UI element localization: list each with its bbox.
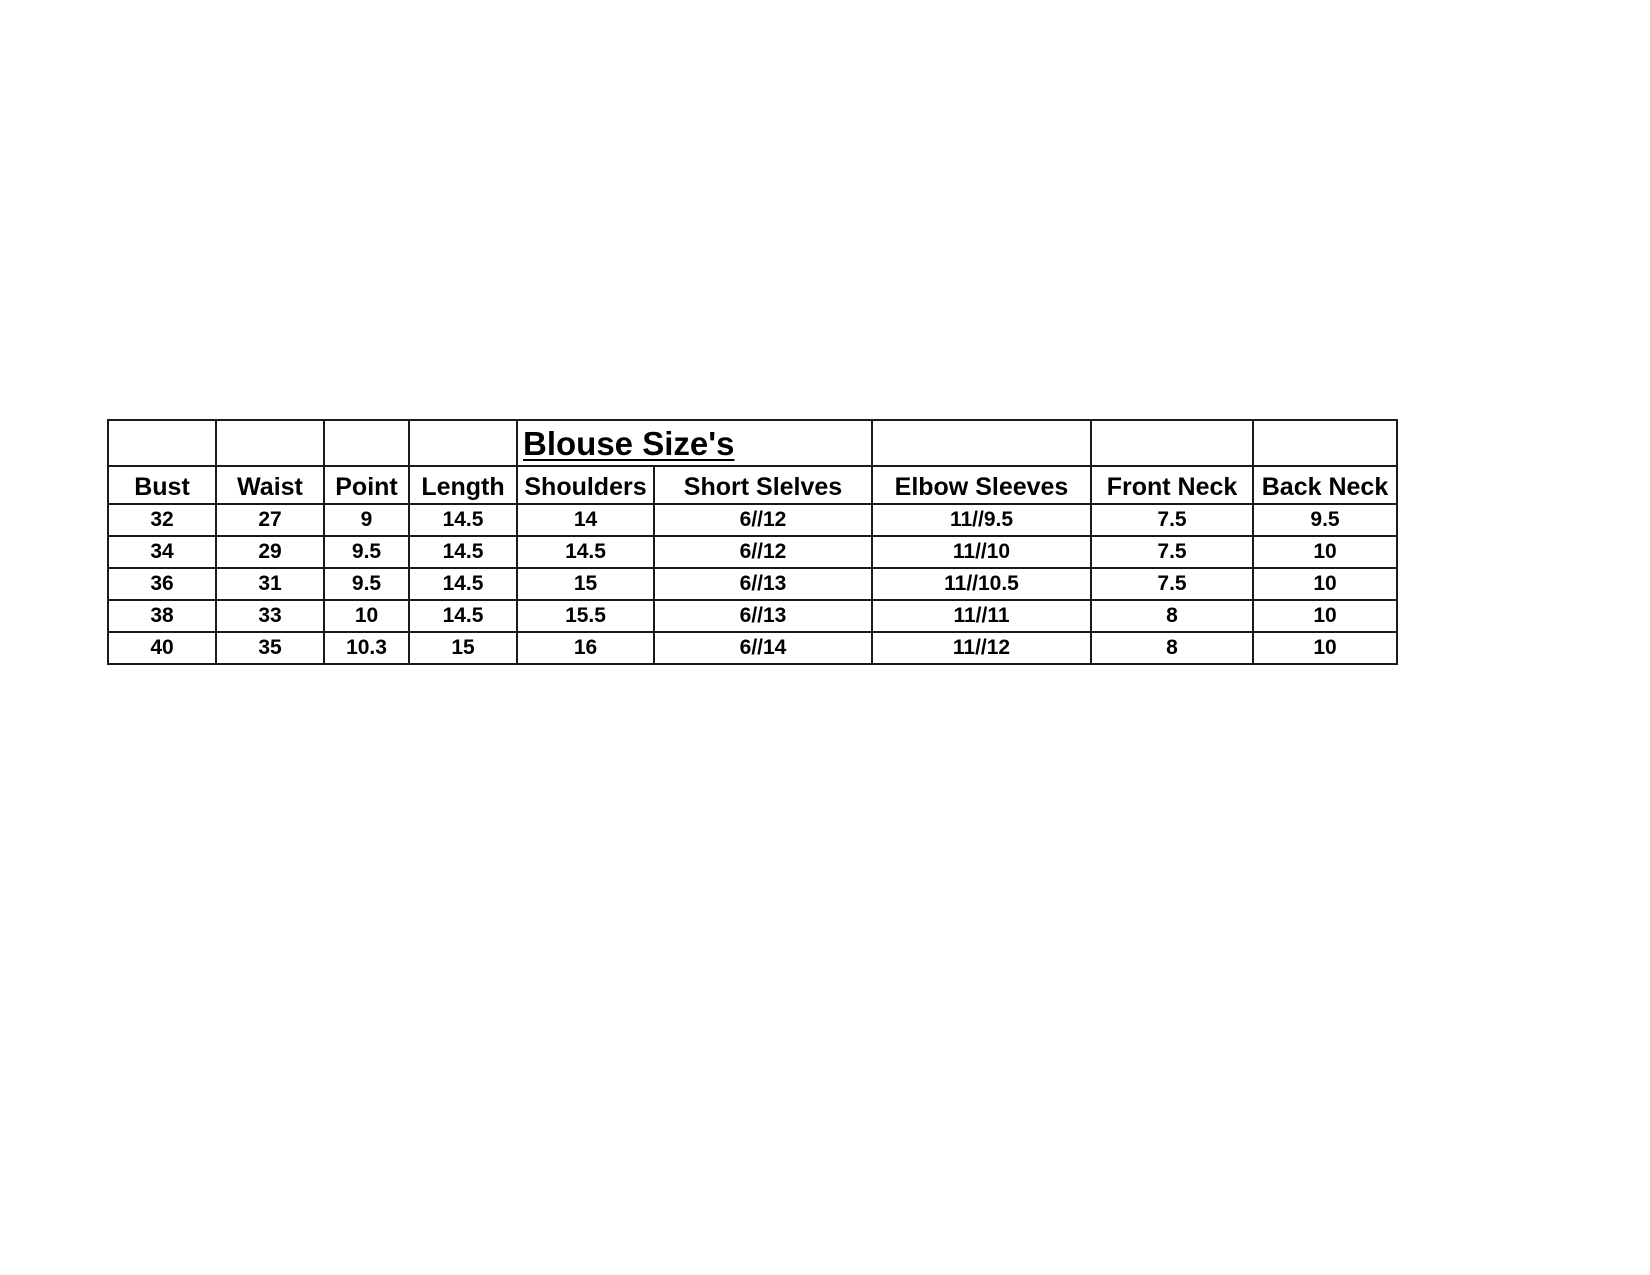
table-cell: 10 [1253, 632, 1397, 664]
table-cell: 32 [108, 504, 216, 536]
empty-cell [324, 420, 409, 466]
table-cell: 6//13 [654, 568, 872, 600]
empty-cell [108, 420, 216, 466]
table-cell: 14.5 [409, 504, 517, 536]
title-row [108, 420, 1397, 466]
table-cell: 9.5 [1253, 504, 1397, 536]
table-row [108, 632, 1397, 664]
table-cell: 7.5 [1091, 568, 1253, 600]
table-cell: 11//10 [872, 536, 1091, 568]
table-cell: 10.3 [324, 632, 409, 664]
table-cell: 34 [108, 536, 216, 568]
table-cell: 10 [324, 600, 409, 632]
table-cell: 6//12 [654, 504, 872, 536]
table-row [108, 536, 1397, 568]
table-cell: 7.5 [1091, 536, 1253, 568]
title-cell [517, 420, 872, 466]
table-cell: 33 [216, 600, 324, 632]
table-row [108, 504, 1397, 536]
header-shoulders: Shoulders [517, 466, 654, 504]
table-cell: 15.5 [517, 600, 654, 632]
table-cell: 8 [1091, 600, 1253, 632]
header-waist: Waist [216, 466, 324, 504]
table-cell: 40 [108, 632, 216, 664]
table-cell: 14 [517, 504, 654, 536]
table-cell: 10 [1253, 568, 1397, 600]
empty-cell [1091, 420, 1253, 466]
table-row [108, 568, 1397, 600]
blouse-size-table [107, 419, 1398, 665]
table-cell: 35 [216, 632, 324, 664]
header-length: Length [409, 466, 517, 504]
table-cell: 14.5 [409, 600, 517, 632]
table-cell: 8 [1091, 632, 1253, 664]
table-cell: 15 [517, 568, 654, 600]
table-cell: 27 [216, 504, 324, 536]
table-cell: 14.5 [517, 536, 654, 568]
empty-cell [216, 420, 324, 466]
table-cell: 9.5 [324, 568, 409, 600]
table-cell: 11//9.5 [872, 504, 1091, 536]
table-title: Blouse Size's [523, 425, 735, 462]
table-row [108, 600, 1397, 632]
table-cell: 6//14 [654, 632, 872, 664]
table-cell: 7.5 [1091, 504, 1253, 536]
table-cell: 38 [108, 600, 216, 632]
table-cell: 9.5 [324, 536, 409, 568]
header-bust: Bust [108, 466, 216, 504]
table-cell: 16 [517, 632, 654, 664]
table-cell: 14.5 [409, 536, 517, 568]
header-short-sleeves: Short Slelves [654, 466, 872, 504]
table-cell: 10 [1253, 600, 1397, 632]
header-point: Point [324, 466, 409, 504]
table-cell: 11//12 [872, 632, 1091, 664]
header-row [108, 466, 1397, 504]
table-cell: 29 [216, 536, 324, 568]
table-cell: 11//10.5 [872, 568, 1091, 600]
empty-cell [1253, 420, 1397, 466]
header-elbow-sleeves: Elbow Sleeves [872, 466, 1091, 504]
header-back-neck: Back Neck [1253, 466, 1397, 504]
empty-cell [872, 420, 1091, 466]
table-cell: 9 [324, 504, 409, 536]
table-cell: 10 [1253, 536, 1397, 568]
table-cell: 6//12 [654, 536, 872, 568]
table-cell: 6//13 [654, 600, 872, 632]
table-cell: 14.5 [409, 568, 517, 600]
table-cell: 11//11 [872, 600, 1091, 632]
table-cell: 36 [108, 568, 216, 600]
table-cell: 31 [216, 568, 324, 600]
table-cell: 15 [409, 632, 517, 664]
empty-cell [409, 420, 517, 466]
header-front-neck: Front Neck [1091, 466, 1253, 504]
